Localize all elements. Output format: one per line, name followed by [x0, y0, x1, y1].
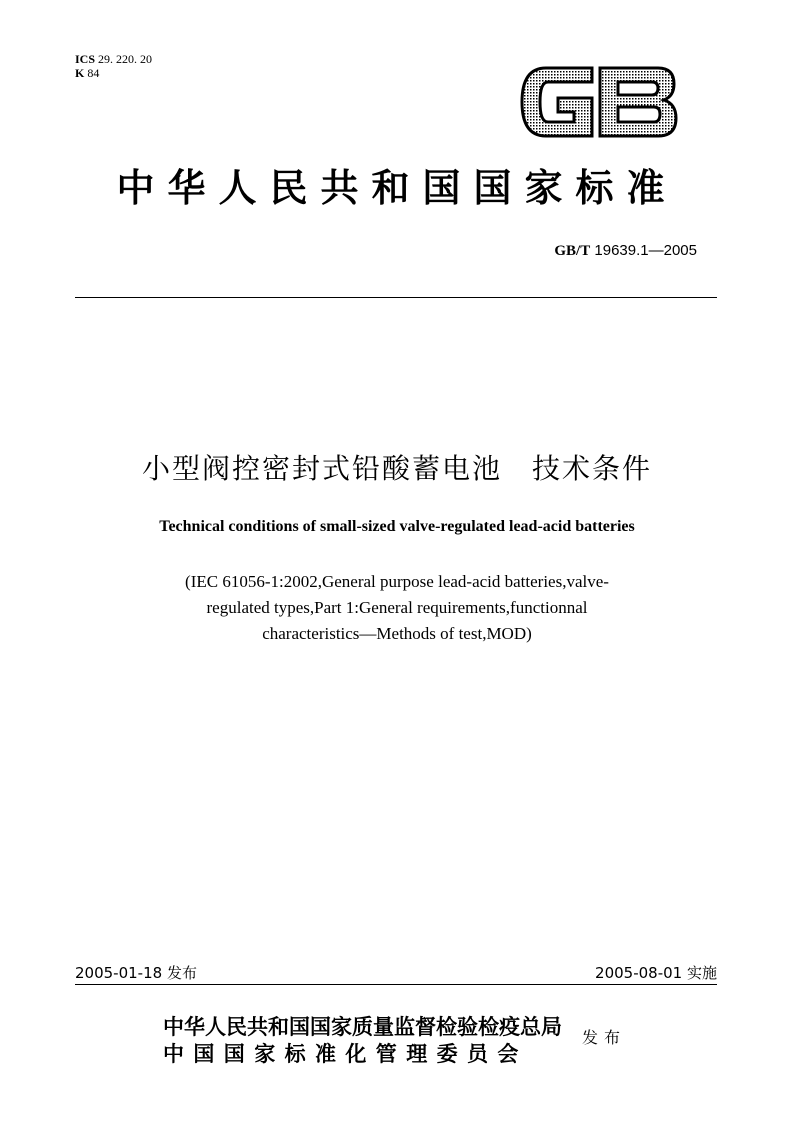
issuer-aqsiq: 中华人民共和国国家质量监督检验检疫总局 [163, 1014, 562, 1039]
iec-reference-line: (IEC 61056-1:2002,General purpose lead-acid batteries,valve- [185, 572, 609, 591]
k-code: 84 [87, 66, 100, 80]
issue-date: 2005-01-18 发布 [75, 964, 197, 982]
standard-number [554, 242, 697, 260]
standard-prefix: GB/T [554, 243, 591, 259]
english-title: Technical conditions of small-sized valve-regulated lead-acid batteries [159, 518, 635, 535]
publish-label: 发布 [582, 1028, 627, 1047]
ics-classification [75, 52, 152, 80]
bottom-divider [75, 984, 717, 985]
issuer-sac: 中国国家标准化管理委员会 [163, 1041, 528, 1066]
iec-reference-line: regulated types,Part 1:General requirements,functionnal [206, 598, 588, 617]
ics-label: ICS [75, 52, 96, 66]
implementation-date: 2005-08-01 实施 [595, 964, 717, 982]
svg-text:GB: GB [598, 141, 600, 142]
k-label: K [75, 66, 85, 80]
gb-logo-icon [518, 62, 678, 142]
national-standard-title: 中华人民共和国国家标准 [116, 165, 678, 210]
top-divider [75, 297, 717, 298]
ics-code: 29. 220. 20 [98, 52, 153, 66]
iec-reference [0, 569, 794, 647]
chinese-title: 小型阀控密封式铅酸蓄电池 技术条件 [141, 452, 652, 485]
standard-code: 19639.1—2005 [594, 242, 697, 259]
iec-reference-line: characteristics—Methods of test,MOD) [262, 624, 532, 643]
